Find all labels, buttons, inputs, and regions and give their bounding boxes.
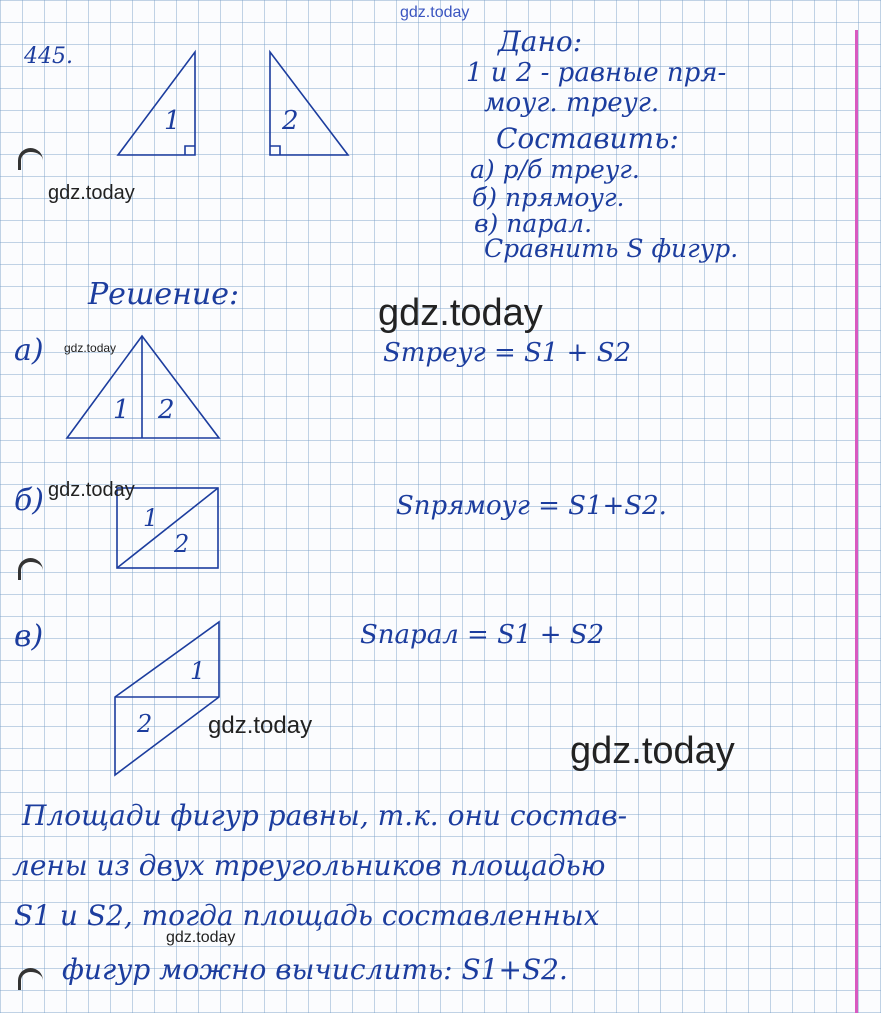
watermark: gdz.today xyxy=(48,479,135,501)
conclusion-line: лены из двух треугольников площадью xyxy=(12,849,606,882)
conclusion-line: Площади фигур равны, т.к. они состав- xyxy=(22,799,628,832)
part-a-formula: Sтреуг = S1 + S2 xyxy=(383,338,632,368)
right-angle-mark xyxy=(270,146,280,155)
part-a-marker: а) xyxy=(14,333,44,368)
parallelogram-figure xyxy=(115,622,219,775)
watermark: gdz.today xyxy=(208,712,313,739)
task-line: Сравнить S фигур. xyxy=(484,234,739,263)
watermark: gdz.today xyxy=(400,4,470,21)
part-a-label-2: 2 xyxy=(158,395,175,425)
part-b-marker: б) xyxy=(14,483,45,518)
problem-number: 445. xyxy=(24,44,73,69)
part-b-label-1: 1 xyxy=(143,504,159,532)
part-b-formula: Sпрямоуг = S1+S2. xyxy=(396,491,667,521)
task-heading: Составить: xyxy=(496,122,679,155)
part-c-formula: Sпарал = S1 + S2 xyxy=(360,620,605,650)
watermark: gdz.today xyxy=(570,730,735,772)
given-line: моуг. треуг. xyxy=(484,88,660,118)
right-angle-mark xyxy=(185,146,195,155)
conclusion-line: фигур можно вычислить: S1+S2. xyxy=(62,953,568,986)
part-a-label-1: 1 xyxy=(113,395,130,425)
part-c-marker: в) xyxy=(14,619,44,654)
solution-heading: Решение: xyxy=(88,277,240,312)
watermark: gdz.today xyxy=(64,341,117,355)
part-c-label-2: 2 xyxy=(137,710,153,738)
part-c-label-1: 1 xyxy=(190,657,206,685)
watermark: gdz.today xyxy=(166,929,236,946)
part-b-label-2: 2 xyxy=(174,530,190,558)
conclusion-line: S1 и S2, тогда площадь составленных xyxy=(14,899,600,932)
task-line: б) прямоуг. xyxy=(472,183,625,212)
given-heading: Дано: xyxy=(498,25,583,58)
watermark: gdz.today xyxy=(378,292,543,334)
given-line: 1 и 2 - равные пря- xyxy=(466,58,727,88)
watermark: gdz.today xyxy=(48,182,135,204)
given-triangle-2 xyxy=(270,52,348,155)
task-line: а) р/б треуг. xyxy=(470,155,640,184)
task-line: в) парал. xyxy=(474,209,593,238)
triangle-2-label: 2 xyxy=(282,106,299,136)
given-triangle-1 xyxy=(118,52,195,155)
triangle-1-label: 1 xyxy=(164,106,181,136)
